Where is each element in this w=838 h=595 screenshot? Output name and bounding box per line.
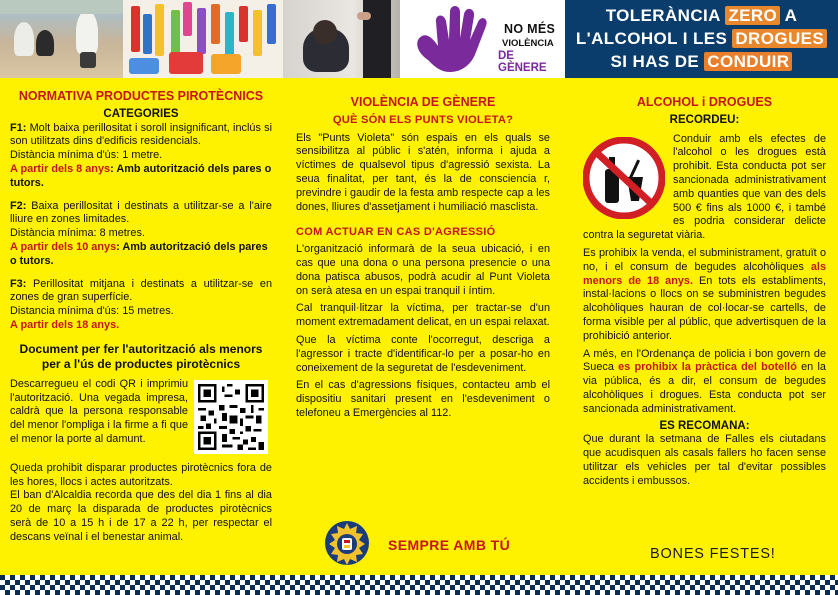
f3-description: F3: Perillositat mitjana i destinats a utilitzar-se en zones de gran superfície.	[10, 277, 272, 304]
qr-section	[10, 378, 272, 458]
minors-prohibition-text: Es prohibix la venda, el subministrament, gratuït o no, i el consum de begudes alcohòliques als menors de 18 anys. En tots els establiments, instal·lacions o llocs on se subministren begudes alcohòliques hauran de col·locar-se cartells, de forma visible per al públic, que advertisquen de la prohibició anterior.	[583, 246, 826, 342]
tolerancia-line-3: SI HAS DE CONDUIR	[565, 50, 838, 73]
no-mes-violencia-badge	[400, 0, 565, 78]
photo-distressed-woman	[283, 0, 400, 78]
violeta-line-3: DE GÈNERE	[498, 50, 547, 74]
recomana-text: Que durant la setmana de Falles els ciutadans que acudisquen als casals fallers ho facen sense utilitzar els vehicles per tal d'evitar possibles accidents i embussos.	[583, 433, 826, 487]
column-violencia	[296, 90, 550, 421]
qr-code-icon	[198, 384, 264, 450]
header-banner	[0, 0, 838, 78]
column-alcohol	[583, 90, 826, 489]
f1-description: F1: Molt baixa perillositat i soroll insignificant, inclús si son utilitzats dins d'edificis residencials.	[10, 121, 272, 148]
section-title-violencia: VIOLÈNCIA DE GÈNERE	[350, 95, 496, 109]
qr-instructions: Descarregueu el codi QR i imprimiu l'autorització. Una vegada impresa, caldrà que la persona responsable del menor l'ompliga i la firme a fi que el menor la porte al damunt.	[10, 377, 188, 445]
photo-children-beach	[0, 0, 123, 78]
tolerancia-line-1: TOLERÀNCIA ZERO A	[605, 6, 798, 25]
violeta-line-1: NO MÉS	[504, 22, 556, 36]
punts-violeta-text: Els "Punts Violeta" són espais en els quals se sensibilitza al públic i s'atén, informa i ajuda a víctimes de qualsevol tipus d'agressió sexista. La seua finalitat, per tant, és la de consciencia r, previndre i gaudir de la festa amb respecte cap a les dones, lliures d'assetjament i humiliació masclista.	[296, 131, 550, 213]
alcaldia-ban: El ban d'Alcaldia recorda que des del dia 1 fins al dia 20 de març la disparada de productes pirotècnics serà de 10 a 15 h i de 17 a 22 h, per respectar el descans veïnal i el benestar animal.	[10, 489, 272, 543]
section-title-alcohol: ALCOHOL i DROGUES	[636, 95, 773, 109]
section-title-pirotecnia: NORMATIVA PRODUCTES PIROTÈCNICS	[18, 89, 264, 103]
tolerancia-line-2: L'ALCOHOL I LES DROGUES	[565, 27, 838, 50]
agressio-step-2: Cal tranquil·litzar la víctima, per tractar-se d'un moment extremadament delicat, en un espai relaxat.	[296, 302, 550, 329]
recomana-heading: ES RECOMANA:	[659, 419, 750, 432]
f2-description: F2: Baixa perillositat i destinats a utilitzar-se a l'aire lliure en zones limitades.	[10, 199, 272, 226]
purple-hand-icon	[406, 2, 504, 76]
authorization-qr-code[interactable]	[194, 380, 268, 454]
authorization-doc-title: Document per fer l'autorització als menors per a l'ús de productes pirotècnics	[19, 341, 263, 371]
no-alcohol-drugs-icon	[583, 137, 665, 219]
recordeu-text: Conduir amb els efectes de l'alcohol o les drogues està prohibit. Esta conducta pot ser sancionada administrativament amb quanties que van des dels 500 € fins als 1000 €, i també es podria considerar delicte contra la seguretat viària.	[583, 132, 826, 242]
tolerancia-zero-banner	[565, 0, 838, 78]
column-pirotecnia	[10, 90, 272, 545]
agressio-step-4: En el cas d'agressions físiques, contacteu amb el dispositiu sanitari present en l'esdeveniment o telefoneu a Emergències al 112.	[296, 379, 550, 419]
f1-distance: Distància mínima d'ús: 1 metre.	[10, 149, 163, 162]
recordeu-heading: RECORDEU:	[669, 113, 740, 126]
punts-violeta-heading: QUÈ SÓN ELS PUNTS VIOLETA?	[332, 113, 514, 126]
bones-festes-closing: BONES FESTES!	[650, 546, 776, 562]
photo-fireworks	[123, 0, 283, 78]
sempre-amb-tu-motto: SEMPRE AMB TÚ	[388, 537, 511, 553]
police-badge-icon	[324, 520, 370, 566]
f3-distance: Distancia mínima d'ús: 15 metres.	[10, 305, 174, 318]
agressio-step-3: Que la víctima conte l'ocorregut, descriga a l'agressor i tracte d'identificar-lo per a posar-ho en coneixement de la seguretat de l'esdeveniment.	[296, 333, 550, 374]
f1-age: A partir dels 8 anys: Amb autorització dels pares o tutors.	[10, 162, 272, 189]
fireworks-prohibition: Queda prohibit disparar productes pirotècnics fora de les hores, llocs i actes autoritzats.	[10, 461, 272, 488]
f2-age: A partir dels 10 anys: Amb autorització dels pares o tutors.	[10, 240, 268, 267]
f2-distance: Distància mínima: 8 metres.	[10, 227, 145, 240]
agressio-heading: COM ACTUAR EN CAS D'AGRESSIÓ	[296, 226, 496, 239]
violeta-line-2: VIOLÈNCIA	[502, 38, 554, 49]
checkered-footer-band	[0, 575, 838, 595]
f3-age: A partir dels 18 anys.	[10, 318, 120, 331]
categories-heading: CATEGORIES	[103, 107, 179, 120]
agressio-step-1: L'organització informarà de la seua ubicació, i en cas que una dona o una persona presencie o una dona patisca abusos, podrà acudir al Punt Violeta on serà atesa en un espai tranquil i íntim.	[296, 243, 550, 297]
botello-prohibition-text: A més, en l'Ordenança de policia i bon govern de Sueca es prohibix la pràctica del botelló en la via pública, és a dir, el consum de begudes alcohòliques i drogues. Esta conducta pot ser sancionada administrativament.	[583, 347, 826, 415]
